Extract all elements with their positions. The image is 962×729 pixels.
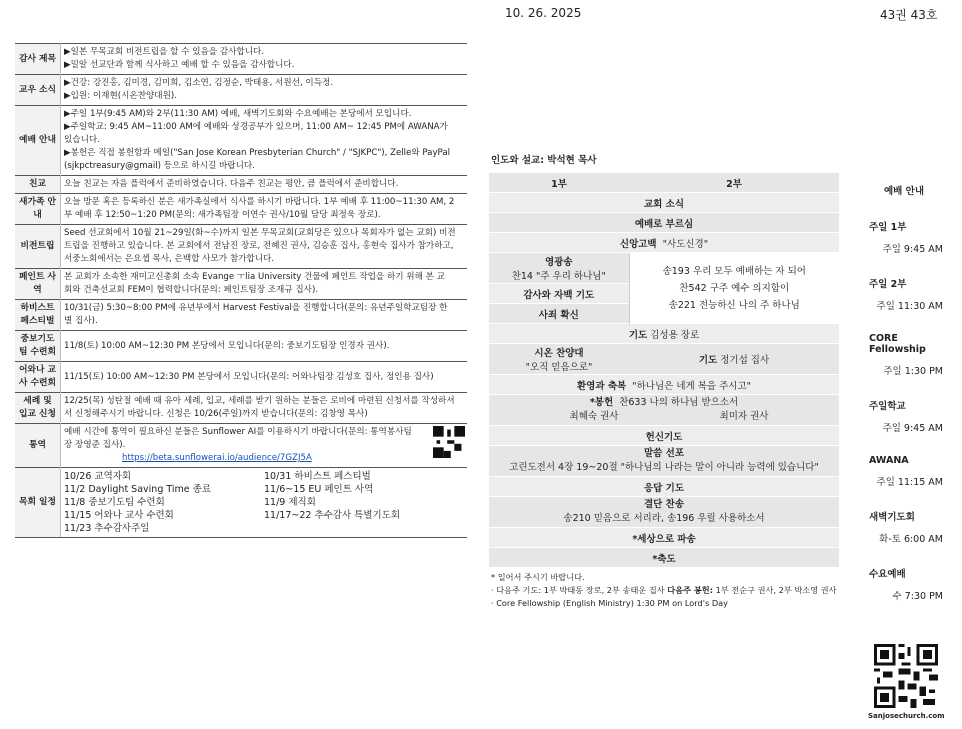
order-gloria [489, 253, 629, 284]
service-time-item [862, 398, 952, 434]
announcement-line: ▶봉헌은 직접 봉헌함과 메일("San Jose Korean Presbyterian Church" / "SJKPC"), Zelle와 PayPal [64, 148, 450, 158]
announcement-line: 오늘 친교는 자음 플럭에서 준비하였습니다. 다음주 친교는 평안, 큼 플럭에서 준비합니다. [64, 179, 399, 189]
announcement-label: 페인트 사역 [15, 269, 61, 300]
announcement-line: Seed 선교회에서 10월 21~29일(화~수)까지 일본 무목교회(교회당은 있으나 목회자가 없는 교회) 비전 [64, 228, 456, 238]
announcement-line: 10/31(금) 5:30~8:00 PM에 유년부에서 Harvest Festival을 진행합니다(문의: 유년주일학교팀장 한 [64, 303, 448, 313]
gloria-label: 영광송 [545, 257, 573, 268]
announcement-label: 예배 안내 [15, 106, 61, 176]
order-church-news: 교회 소식 [489, 193, 839, 213]
order-offering [489, 395, 839, 426]
creed-text: "사도신경" [662, 238, 709, 250]
announcement-body [61, 75, 468, 106]
announcement-line: ▶입원: 이재현(시온찬양대원). [64, 91, 177, 101]
announcement-line: 서 신청해주시기 바랍니다. 신청은 10/26(주일)까지 받습니다(문의: 김창영 목사) [64, 409, 368, 419]
announcement-body [61, 44, 468, 75]
announcement-row [15, 269, 467, 300]
service-name: 주일 2부 [869, 279, 907, 290]
resolution-label: 결단 찬송 [643, 499, 684, 510]
song-line: 송193 우리 모두 예배하는 자 되어 [662, 265, 806, 277]
announcement-row [15, 194, 467, 225]
announcement-label: 세례 및 입교 신청 [15, 393, 61, 424]
sermon-label: 말씀 선포 [643, 448, 684, 459]
announcement-line: 12/25(목) 성탄절 예배 때 유아 세례, 입교, 세례를 받기 원하는 분들은 로비에 마련된 신청서를 작성하셔 [64, 396, 455, 406]
worship-order-table [489, 172, 839, 567]
announcement-line: 11/15(토) 10:00 AM~12:30 PM 본당에서 모입니다(문의: 어와나팀장 김성호 집사, 정인용 집사) [64, 371, 434, 382]
order-item [489, 477, 839, 497]
announcement-row [15, 424, 467, 468]
service-time-item [862, 219, 952, 255]
order-item [489, 324, 839, 344]
announcement-line: 예배 시간에 통역이 필요하신 분들은 Sunflower AI를 이용하시기 바랍니다(문의: 통역봉사팀 [64, 427, 412, 437]
service-time-item [862, 276, 952, 312]
announcement-body [61, 194, 468, 225]
announcement-body [61, 393, 468, 424]
order-creed [489, 233, 839, 253]
qr-code-icon[interactable] [433, 426, 465, 458]
choir-label: 시온 찬양대 [534, 348, 584, 359]
service-time-item [862, 455, 952, 488]
announcement-line: ▶주일학교: 9:45 AM~11:00 AM에 예배와 성경공부가 있으며, 11:00 AM~ 12:45 PM에 AWANA가 [64, 122, 448, 132]
announcement-label: 통역 [15, 424, 61, 468]
announcement-row [15, 468, 467, 538]
creed-label: 신앙고백 [619, 238, 657, 250]
choir-song: "오직 믿음으로" [525, 362, 593, 373]
announcement-body [61, 424, 468, 468]
song-line: 찬542 구주 예수 의지함이 [679, 282, 790, 294]
order-item [489, 233, 839, 253]
announcement-row [15, 106, 467, 176]
announcement-line: 본 교회가 소속한 재미고신총회 소속 Evange ㅜlia University 건물에 페인트 작업을 하기 위해 본 교 [64, 272, 445, 282]
welcome-text: "하나님은 네게 복을 주시고" [632, 380, 751, 392]
service-time: 수 7:30 PM [892, 591, 943, 602]
schedule-item [264, 522, 464, 535]
service-name: CORE Fellowship [869, 333, 926, 355]
order-item [489, 395, 839, 426]
order-response: 응답 기도 [489, 477, 839, 497]
announcement-row [15, 300, 467, 331]
service-time: 주일 9:45 AM [882, 423, 943, 434]
announcement-body [61, 106, 468, 176]
announcement-line: ▶밀알 선교단과 함께 식사하고 예배 할 수 있음을 감사합니다. [64, 60, 295, 70]
announcement-row [15, 393, 467, 424]
prayer-label: 기도 [628, 329, 648, 341]
service-name: 주일 1부 [869, 222, 907, 233]
prayer-name: 정기섭 집사 [720, 355, 770, 366]
announcement-line: 부 예배 후 12:50~1:20 PM(문의: 새가족팀장 이연수 권사/10월 담당 최정욱 장로). [64, 210, 381, 220]
announcement-line: 별 집사). [64, 316, 98, 326]
order-item [489, 528, 839, 548]
announcement-line: 오늘 방문 혹은 등록하신 분은 새가족실에서 식사를 하시기 바랍니다. 1부 예배 후 11:00~11:30 AM, 2 [64, 197, 455, 207]
announcement-line: ▶건강: 강진홍, 김미경, 김미희, 김소연, 김정순, 박태용, 서원선, 이득정. [64, 78, 334, 88]
prayer-name: 김성용 장로 [650, 329, 700, 341]
church-website[interactable]: Sanjosechurch.com [868, 712, 945, 720]
announcement-label: 중보기도팀 수련회 [15, 331, 61, 362]
announcement-line: 있습니다. [64, 135, 100, 145]
announcement-line: (sjkpctreasury@gmail) 등으로 하시길 바랍니다. [64, 161, 255, 171]
announcement-body [61, 176, 468, 194]
service-time-item [862, 509, 952, 545]
order-item [489, 253, 839, 284]
preacher-line: 인도와 설교: 박석현 목사 [491, 155, 597, 166]
announcements-panel [15, 43, 467, 538]
announcement-label: 어와나 교사 수련회 [15, 362, 61, 393]
volume-number: 43권 43호 [880, 8, 938, 22]
order-sending: *세상으로 파송 [489, 528, 839, 548]
order-invocation: 예배로 부르심 [489, 213, 839, 233]
offering-person-1: 최혜숙 권사 [569, 411, 619, 422]
order-absolution: 사죄 확신 [489, 304, 629, 324]
announcement-line: 회와 건축선교회 FEM이 협력합니다(문의: 페인트팀장 조재규 집사). [64, 285, 319, 295]
next-week-note: · 다음주 기도: 1부 박태동 장로, 2부 송태운 집사 다음주 봉헌: 1부 전순구 권사, 2부 박소영 권사 [491, 585, 837, 595]
announcement-row [15, 362, 467, 393]
order-sermon [489, 446, 839, 477]
sermon-text: 고린도전서 4장 19~20절 "하나님의 나라는 말이 아니라 능력에 있습니다" [509, 462, 819, 473]
service-1-header: 1부 [489, 173, 629, 193]
service-time: 주일 1:30 PM [883, 366, 943, 377]
service-time: 주일 11:30 AM [876, 301, 943, 312]
service-times-panel [862, 183, 952, 623]
announcement-body [61, 269, 468, 300]
announcement-row [15, 331, 467, 362]
bulletin-date: 10. 26. 2025 [505, 6, 582, 20]
announcement-line: 장 장영준 집사). [64, 440, 126, 450]
order-dedication: 헌신기도 [489, 426, 839, 446]
announcement-body [61, 331, 468, 362]
schedule-list [61, 468, 468, 538]
order-item [489, 375, 839, 395]
core-fellowship-note: · Core Fellowship (English Ministry) 1:30 PM on Lord's Day [491, 598, 729, 608]
announcement-row [15, 225, 467, 269]
schedule-item: 10/31 하비스트 페스티벌 [264, 471, 371, 482]
resolution-text: 송210 믿음으로 서리라, 송196 우릴 사용하소서 [563, 513, 765, 524]
service-time-item [862, 566, 952, 602]
service-time: 주일 9:45 AM [882, 244, 943, 255]
service-times-title: 예배 안내 [883, 186, 924, 197]
song-line: 송221 전능하신 나의 주 하나님 [668, 299, 800, 311]
announcement-body [61, 300, 468, 331]
announcement-row [15, 75, 467, 106]
order-item [489, 548, 839, 568]
order-item [489, 426, 839, 446]
announcements-table [15, 43, 467, 538]
prayer-label: 기도 [698, 355, 718, 366]
order-confession: 감사와 자백 기도 [489, 284, 629, 304]
announcement-row [15, 176, 467, 194]
announcement-line: 트립을 진행하고 있습니다. 본 교회에서 전남진 장로, 전혜진 권사, 김승훈 집사, 홍현숙 집사가 참가하고, [64, 241, 454, 251]
schedule-item: 11/23 추수감사주일 [64, 523, 150, 534]
order-choir [489, 344, 629, 375]
schedule-item: 11/6~15 EU 페인트 사역 [264, 484, 374, 495]
offering-label: *봉헌 [589, 397, 614, 408]
welcome-label: 환영과 축복 [577, 380, 627, 392]
announcement-row [15, 44, 467, 75]
qr-code-icon[interactable] [874, 644, 938, 708]
service-time-item [862, 333, 952, 377]
announcement-line: ▶일본 무목교회 비전트립을 할 수 있음을 감사합니다. [64, 47, 265, 57]
service-name: 수요예배 [869, 569, 906, 580]
schedule-item: 11/2 Daylight Saving Time 종료 [64, 484, 211, 495]
order-header-row [489, 173, 839, 193]
order-item [489, 497, 839, 528]
announcement-label: 비전트립 [15, 225, 61, 269]
service-2-header: 2부 [629, 173, 839, 193]
order-prayer-2 [629, 344, 839, 375]
interpretation-link[interactable]: https://beta.sunflowerai.io/audience/7GZJ5A [122, 453, 312, 463]
offering-person-2: 최미자 권사 [719, 411, 769, 422]
schedule-item: 10/26 교역자회 [64, 471, 132, 482]
announcement-line: 11/8(토) 10:00 AM~12:30 PM 본당에서 모입니다(문의: 중보기도팀장 인경자 권사). [64, 340, 390, 351]
service-name: 새벽기도회 [869, 512, 915, 523]
order-item [489, 344, 839, 375]
announcement-label: 새가족 안내 [15, 194, 61, 225]
announcement-label: 교우 소식 [15, 75, 61, 106]
service-2-songs [629, 253, 839, 324]
schedule-item: 11/15 어와나 교사 수련회 [64, 510, 174, 521]
order-item [489, 213, 839, 233]
announcement-body [61, 362, 468, 393]
announcement-label: 하비스트 페스티벌 [15, 300, 61, 331]
order-prayer-1 [489, 324, 839, 344]
schedule-item: 11/17~22 추수감사 특별기도회 [264, 510, 401, 521]
worship-order-panel [489, 152, 839, 610]
order-resolution [489, 497, 839, 528]
service-name: 주일학교 [869, 401, 906, 412]
offering-hymn: 찬633 나의 하나님 받으소서 [619, 397, 739, 408]
order-item [489, 193, 839, 213]
service-name: AWANA [869, 455, 909, 466]
order-notes [491, 571, 839, 610]
order-item [489, 446, 839, 477]
service-time: 주일 11:15 AM [876, 477, 943, 488]
standing-note: * 일어서 주시기 바랍니다. [491, 572, 585, 582]
schedule-item: 11/9 제직회 [264, 497, 316, 508]
announcement-label: 목회 일정 [15, 468, 61, 538]
order-welcome [489, 375, 839, 395]
schedule-item: 11/8 중보기도팀 수련회 [64, 497, 165, 508]
service-time: 화-토 6:00 AM [879, 534, 943, 545]
order-benediction: *축도 [489, 548, 839, 568]
announcement-body [61, 225, 468, 269]
gloria-hymn: 찬14 "주 우리 하나님" [511, 271, 606, 282]
announcement-label: 친교 [15, 176, 61, 194]
announcement-label: 감사 제목 [15, 44, 61, 75]
announcement-line: ▶주일 1부(9:45 AM)와 2부(11:30 AM) 예배, 새벽기도회와 수요예배는 본당에서 모입니다. [64, 109, 412, 119]
announcement-line: 서중노회에서는 은요셉 목사, 은백합 사모가 참가합니다. [64, 254, 275, 264]
